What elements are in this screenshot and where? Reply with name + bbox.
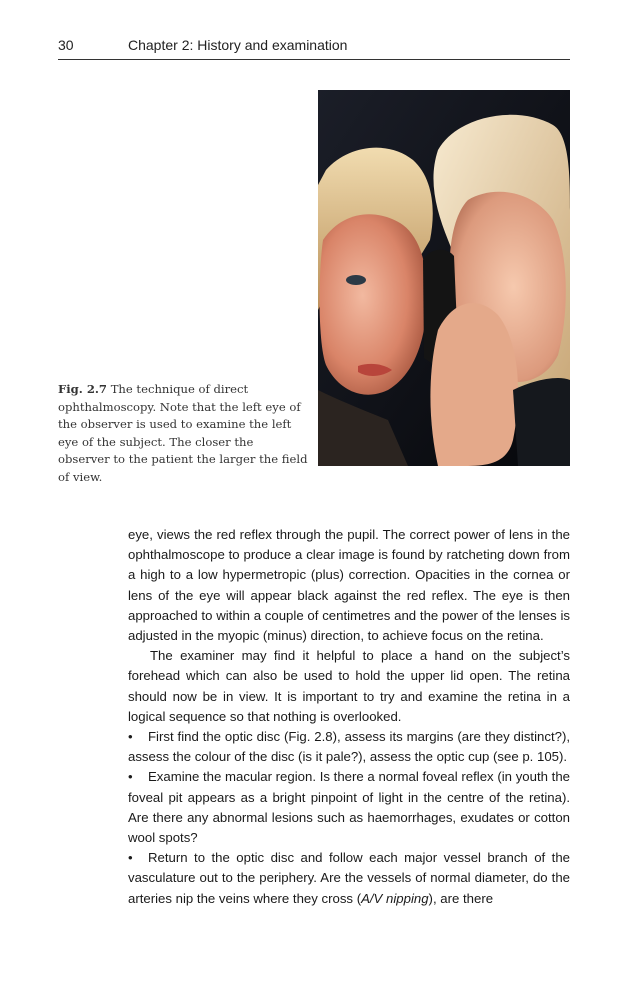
- bullet-3-text-end: ), are there: [428, 890, 494, 906]
- observer-collar: [513, 378, 570, 466]
- chapter-title: Chapter 2: History and examination: [128, 37, 348, 53]
- observer-hand: [430, 303, 518, 466]
- ophthalmoscopy-photo: [318, 90, 570, 466]
- body-text: [128, 525, 570, 909]
- figure-label: Fig. 2.7: [58, 382, 107, 396]
- bullet-item-3: [128, 848, 570, 909]
- bullet-item-2: • Examine the macular region. Is there a normal foveal reflex (in youth the foveal pit appears as a bright pinpoint of light in the centre of the retina). Are there any abnormal lesions such as haemorrhages, exudates or cotton wool spots?: [128, 767, 570, 848]
- paragraph-2: The examiner may find it helpful to place a hand on the subject’s forehead which can also be used to hold the upper lid open. The retina should now be in view. It is important to try and examine the retina in a logical sequence so that nothing is overlooked.: [128, 648, 570, 724]
- figure-photo: [318, 90, 570, 466]
- header-rule: [58, 59, 570, 60]
- page-number: 30: [58, 37, 74, 53]
- bullet-item-1: • First find the optic disc (Fig. 2.8), assess its margins (are they distinct?), assess the colour of the disc (is it pale?), assess the optic cup (see p. 105).: [128, 727, 570, 767]
- bullet-3-text-start: Return to the optic disc and follow each major vessel branch of the vasculature out to the periphery. Are the vessels of normal diameter, do the arteries nip the veins where they cross (: [128, 850, 570, 906]
- figure-caption-text: The technique of direct ophthalmoscopy. Note that the left eye of the observer is used to examine the left eye of the subject. The closer the observer to the patient the larger the field of view.: [58, 382, 308, 484]
- paragraph-1: eye, views the red reflex through the pupil. The correct power of lens in the ophthalmoscope to produce a clear image is found by ratcheting down from a high to a low hypermetropic (plus) correction. Opacities in the cornea or lens of the eye will appear black against the red reflex. The eye is then approached to within a couple of centimetres and the power of the lenses is adjusted in the myopic (minus) direction, to achieve focus on the retina.: [128, 527, 570, 644]
- figure-caption: [58, 381, 308, 487]
- subject-eye: [346, 275, 366, 285]
- av-nipping-term: A/V nipping: [361, 890, 429, 906]
